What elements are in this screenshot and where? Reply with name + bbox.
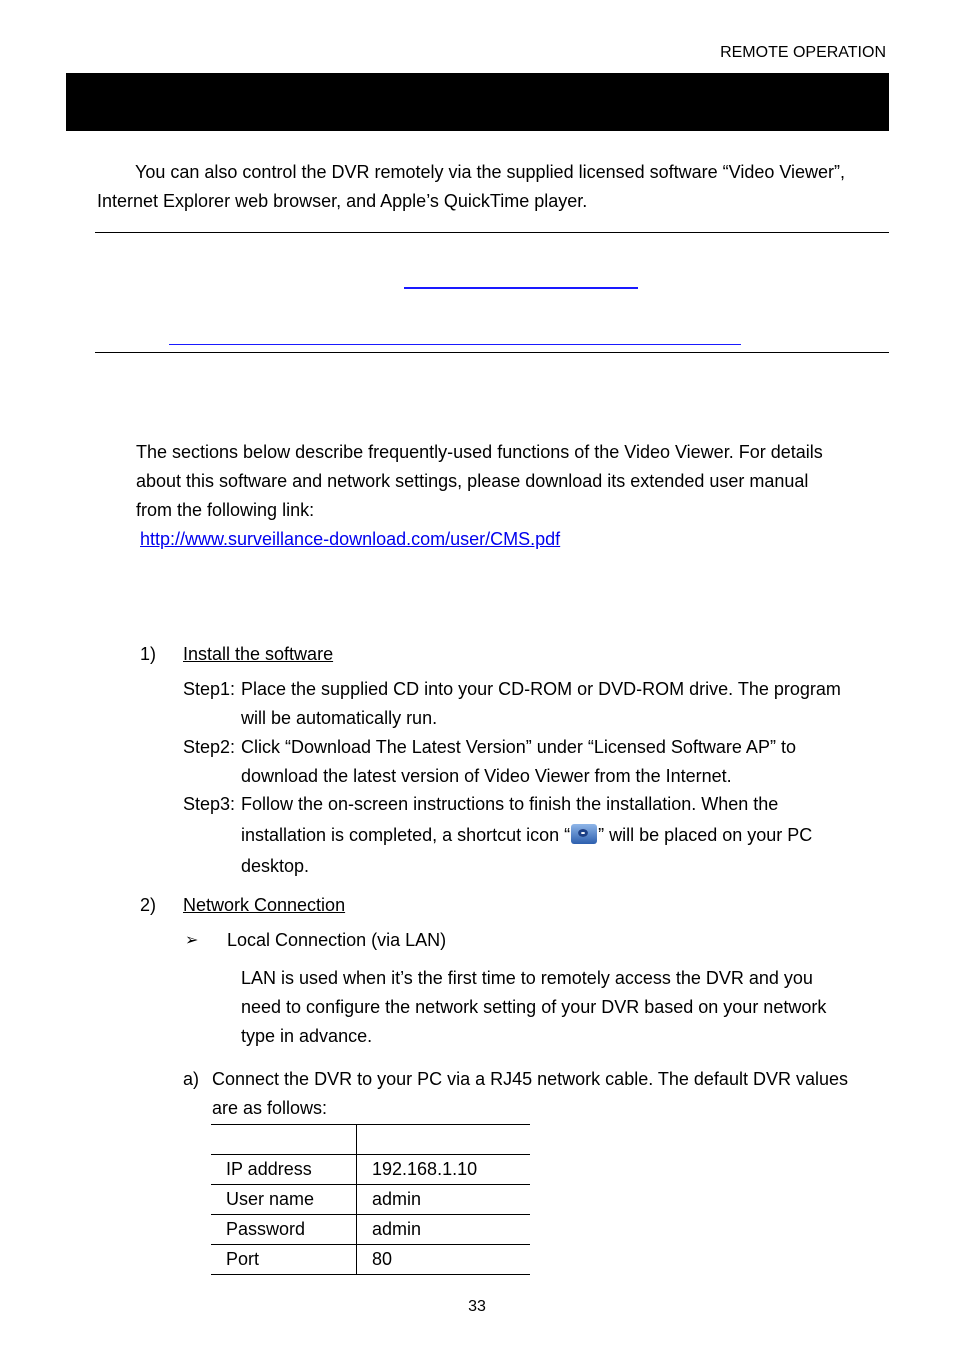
install-step-1	[183, 675, 893, 733]
table-cell-value: admin	[357, 1185, 531, 1215]
table-cell-value: admin	[357, 1215, 531, 1245]
intro-line-2: Internet Explorer web browser, and Apple’s QuickTime player.	[97, 191, 588, 211]
step-text-line: Place the supplied CD into your CD-ROM or DVD-ROM drive. The program	[241, 679, 841, 699]
install-heading: Install the software	[183, 644, 334, 664]
running-header: REMOTE OPERATION	[720, 44, 886, 61]
note-link-underline-2[interactable]	[169, 344, 741, 345]
network-number: 2)	[140, 895, 157, 915]
arrow-bullet-icon: ➢	[185, 932, 199, 949]
table-cell-value: 192.168.1.10	[357, 1155, 531, 1185]
note-box-top-rule	[95, 232, 889, 233]
install-step-3	[183, 790, 893, 880]
item-a-line-1: Connect the DVR to your PC via a RJ45 network cable. The default DVR values	[212, 1069, 848, 1089]
step-text-fragment: installation is completed, a shortcut icon “	[241, 825, 571, 845]
table-cell-value: 80	[357, 1245, 531, 1275]
step-text-fragment: ” will be placed on your PC	[598, 825, 813, 845]
viewer-desc-line-1: The sections below describe frequently-used functions of the Video Viewer. For details	[136, 442, 823, 462]
page-number: 33	[468, 1298, 486, 1315]
chapter-title-bar	[66, 73, 889, 131]
install-number: 1)	[140, 644, 157, 664]
step-text-line: will be automatically run.	[241, 708, 438, 728]
table-header-row	[211, 1125, 530, 1155]
step-text-line-with-icon	[241, 819, 891, 852]
lan-desc-line-1: LAN is used when it’s the first time to remotely access the DVR and you	[241, 968, 813, 988]
step-label: Step3:	[183, 794, 236, 814]
step-text-line: Click “Download The Latest Version” under “Licensed Software AP” to	[241, 737, 796, 757]
cms-manual-link[interactable]: http://www.surveillance-download.com/user/CMS.pdf	[140, 529, 561, 549]
network-heading: Network Connection	[183, 895, 346, 915]
lan-desc-line-3: type in advance.	[241, 1026, 373, 1046]
table-row	[211, 1245, 530, 1275]
step-text-line: Follow the on-screen instructions to finish the installation. When the	[241, 794, 779, 814]
table-row	[211, 1215, 530, 1245]
item-a-label: a)	[183, 1069, 200, 1089]
table-cell-field: Password	[211, 1215, 357, 1245]
item-a-line-2: are as follows:	[212, 1098, 328, 1118]
step-text-line: desktop.	[241, 856, 310, 876]
step-label: Step1:	[183, 679, 236, 699]
default-dvr-values-table	[211, 1124, 530, 1275]
lan-desc-line-2: need to configure the network setting of your DVR based on your network	[241, 997, 827, 1017]
table-cell-field: Port	[211, 1245, 357, 1275]
table-header-cell	[211, 1125, 357, 1155]
viewer-desc-line-2: about this software and network settings, please download its extended user manual	[136, 471, 809, 491]
note-link-underline-1[interactable]	[404, 287, 638, 289]
table-row	[211, 1185, 530, 1215]
step-label: Step2:	[183, 737, 236, 757]
install-step-2	[183, 733, 893, 791]
note-box-bottom-rule	[95, 352, 889, 353]
intro-line-1: You can also control the DVR remotely via the supplied licensed software “Video Viewer”,	[135, 162, 846, 182]
video-viewer-shortcut-icon	[571, 824, 597, 844]
table-cell-field: User name	[211, 1185, 357, 1215]
table-cell-field: IP address	[211, 1155, 357, 1185]
step-text-line: download the latest version of Video Viewer from the Internet.	[241, 766, 732, 786]
local-connection-subheading: Local Connection (via LAN)	[227, 930, 447, 950]
table-row	[211, 1155, 530, 1185]
table-header-cell	[357, 1125, 531, 1155]
viewer-desc-line-3: from the following link:	[136, 500, 315, 520]
